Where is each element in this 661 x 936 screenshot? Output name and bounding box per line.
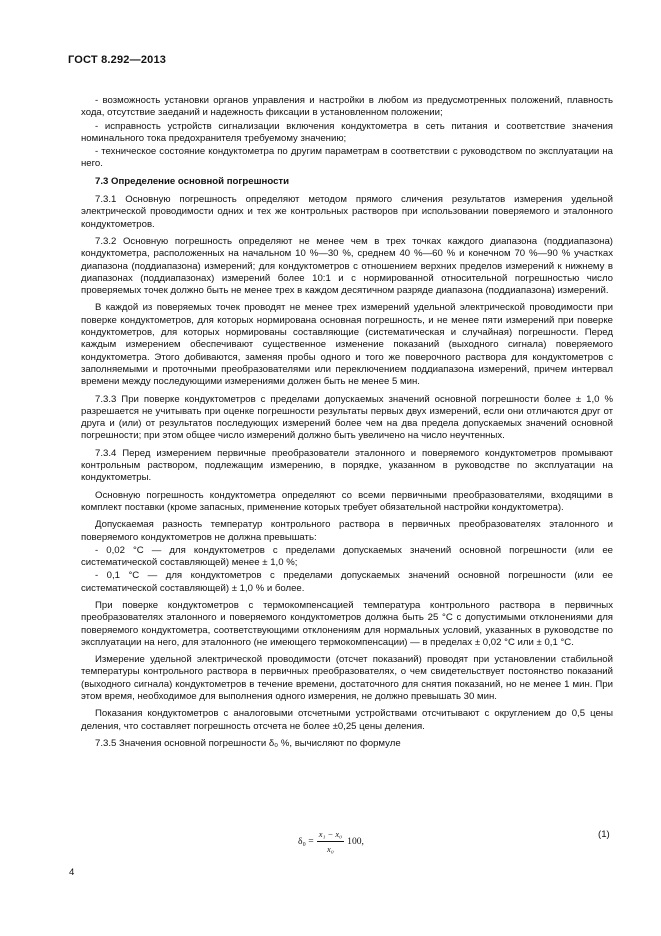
equation-number: (1) bbox=[598, 829, 610, 840]
paragraph: 7.3.2 Основную погрешность определяют не менее чем в трех точках каждого диапазона (поддиапазона) кондуктометра, расположенных на начальном 10 %—30 %, среднем 40 %—60 % и конечном 70 %—90 % участках диапазона (поддиапазона) измерений; для кондуктометров с отношением верхних пределов измерений к нижнему в диапазонах (поддиапазонах) измерений более 10:1 и с нормированной относительной погрешностью число проверяемых точек должно быть не менее трех в каждом десятичном разряде диапазона (поддиапазона) измерений. bbox=[81, 235, 613, 297]
paragraph: 7.3.1 Основную погрешность определяют методом прямого сличения результатов измерения удельной электрической проводимости одних и тех же контрольных растворов при использовании поверяемого и эталонного кондуктометров. bbox=[81, 194, 613, 230]
page-number: 4 bbox=[69, 867, 75, 878]
formula-lhs: δ₀ = bbox=[298, 835, 314, 847]
paragraph: Измерение удельной электрической проводимости (отсчет показаний) проводят при установлении стабильной температуры контрольного раствора в первичных преобразователях, о чем свидетельствует постоянство показаний (выходного сигнала) кондуктометров в течение времени, достаточного для снятия показаний, но не менее 1 мин. При этом время, необходимое для выполнения одного измерения, не должно превышать 30 мин. bbox=[81, 654, 613, 703]
formula-denominator: x₀ bbox=[327, 844, 334, 855]
paragraph: Основную погрешность кондуктометра определяют со всеми первичными преобразователями, входящими в комплект поставки (кроме запасных, применение которых требует обязательной настройки кондуктометра). bbox=[81, 489, 613, 513]
paragraph: Показания кондуктометров с аналоговыми отсчетными устройствами отсчитывают с округлением до 0,5 цены деления, что составляет погрешность отсчета не более ±0,25 цены деления. bbox=[81, 708, 613, 732]
paragraph: 7.3.5 Значения основной погрешности δ₀ %, вычисляют по формуле bbox=[95, 737, 401, 749]
paragraph: - техническое состояние кондуктометра по другим параметрам в соответствии с руководством по эксплуатации на него. bbox=[81, 146, 613, 170]
paragraph: При поверке кондуктометров с термокомпенсацией температура контрольного раствора в первичных преобразователях эталонного и поверяемого кондуктометров должна быть 25 °С с допустимыми отклонениями для поверяемого кондуктометра, соответствующими отклонениям для нормальных условий, указанных в руководстве по эксплуатации на него, для эталонного (не имеющего термокомпенсации) — в пределах ± 0,02 °С или ± 0,1 °С. bbox=[81, 599, 613, 648]
paragraph: - 0,02 °С — для кондуктометров с пределами допускаемых значений основной погрешности (или ее систематической составляющей) менее ± 1,0 %; bbox=[81, 544, 613, 569]
paragraph: - 0,1 °С — для кондуктометров с пределами допускаемых значений основной погрешности (или ее систематической составляющей) ± 1,0 % и более. bbox=[81, 570, 613, 594]
document-body bbox=[81, 95, 613, 751]
formula bbox=[298, 828, 364, 856]
paragraph: В каждой из поверяемых точек проводят не менее трех измерений удельной электрической проводимости при поверке кондуктометров, для которых нормирована основная погрешность, и не менее пяти измерений при поверке кондуктометров, для которых нормированы составляющие (систематическая и случайная) погрешности. Перед каждым измерением обеспечивают существенное изменение показаний (выходного сигнала) поверяемого кондуктометра. Этого добиваются, заменяя пробы одного и того же поверочного раствора для кондуктометров с заполняемыми и проточными преобразователями или переключением поддиапазона измерений, причем интервал времени между последующими измерениями должен быть не менее 5 мин. bbox=[81, 302, 613, 388]
paragraph: 7.3.3 При поверке кондуктометров с пределами допускаемых значений основной погрешности более ± 1,0 % разрешается не учитывать при оценке погрешности результаты первых двух измерений, если они отличаются друг от друга и (или) от результатов последующих измерений более чем на два предела допускаемых значений основной погрешности; при этом общее число измерений должно быть увеличено на число неучтенных. bbox=[81, 393, 613, 442]
paragraph: Допускаемая разность температур контрольного раствора в первичных преобразователях эталонного и поверяемого кондуктометров не должна превышать: bbox=[81, 519, 613, 543]
formula-rhs: 100, bbox=[347, 835, 364, 847]
document-header: ГОСТ 8.292—2013 bbox=[68, 54, 167, 66]
paragraph: - исправность устройств сигнализации включения кондуктометра в сеть питания и соответствие значения номинального тока предохранителя требуемому значению; bbox=[81, 120, 613, 144]
section-title: 7.3 Определение основной погрешности bbox=[95, 175, 290, 187]
paragraph: 7.3.4 Перед измерением первичные преобразователи эталонного и поверяемого кондуктометров промывают контрольным раствором, подлежащим измерению, в порядке, указанном в руководстве по эксплуатации на кондуктометры. bbox=[81, 447, 613, 484]
paragraph: - возможность установки органов управления и настройки в любом из предусмотренных положений, плавность хода, отсутствие заеданий и надежность фиксации в установленном положении; bbox=[81, 95, 613, 119]
formula-fraction bbox=[317, 828, 344, 856]
formula-numerator: x₁ − x₀ bbox=[317, 828, 344, 842]
